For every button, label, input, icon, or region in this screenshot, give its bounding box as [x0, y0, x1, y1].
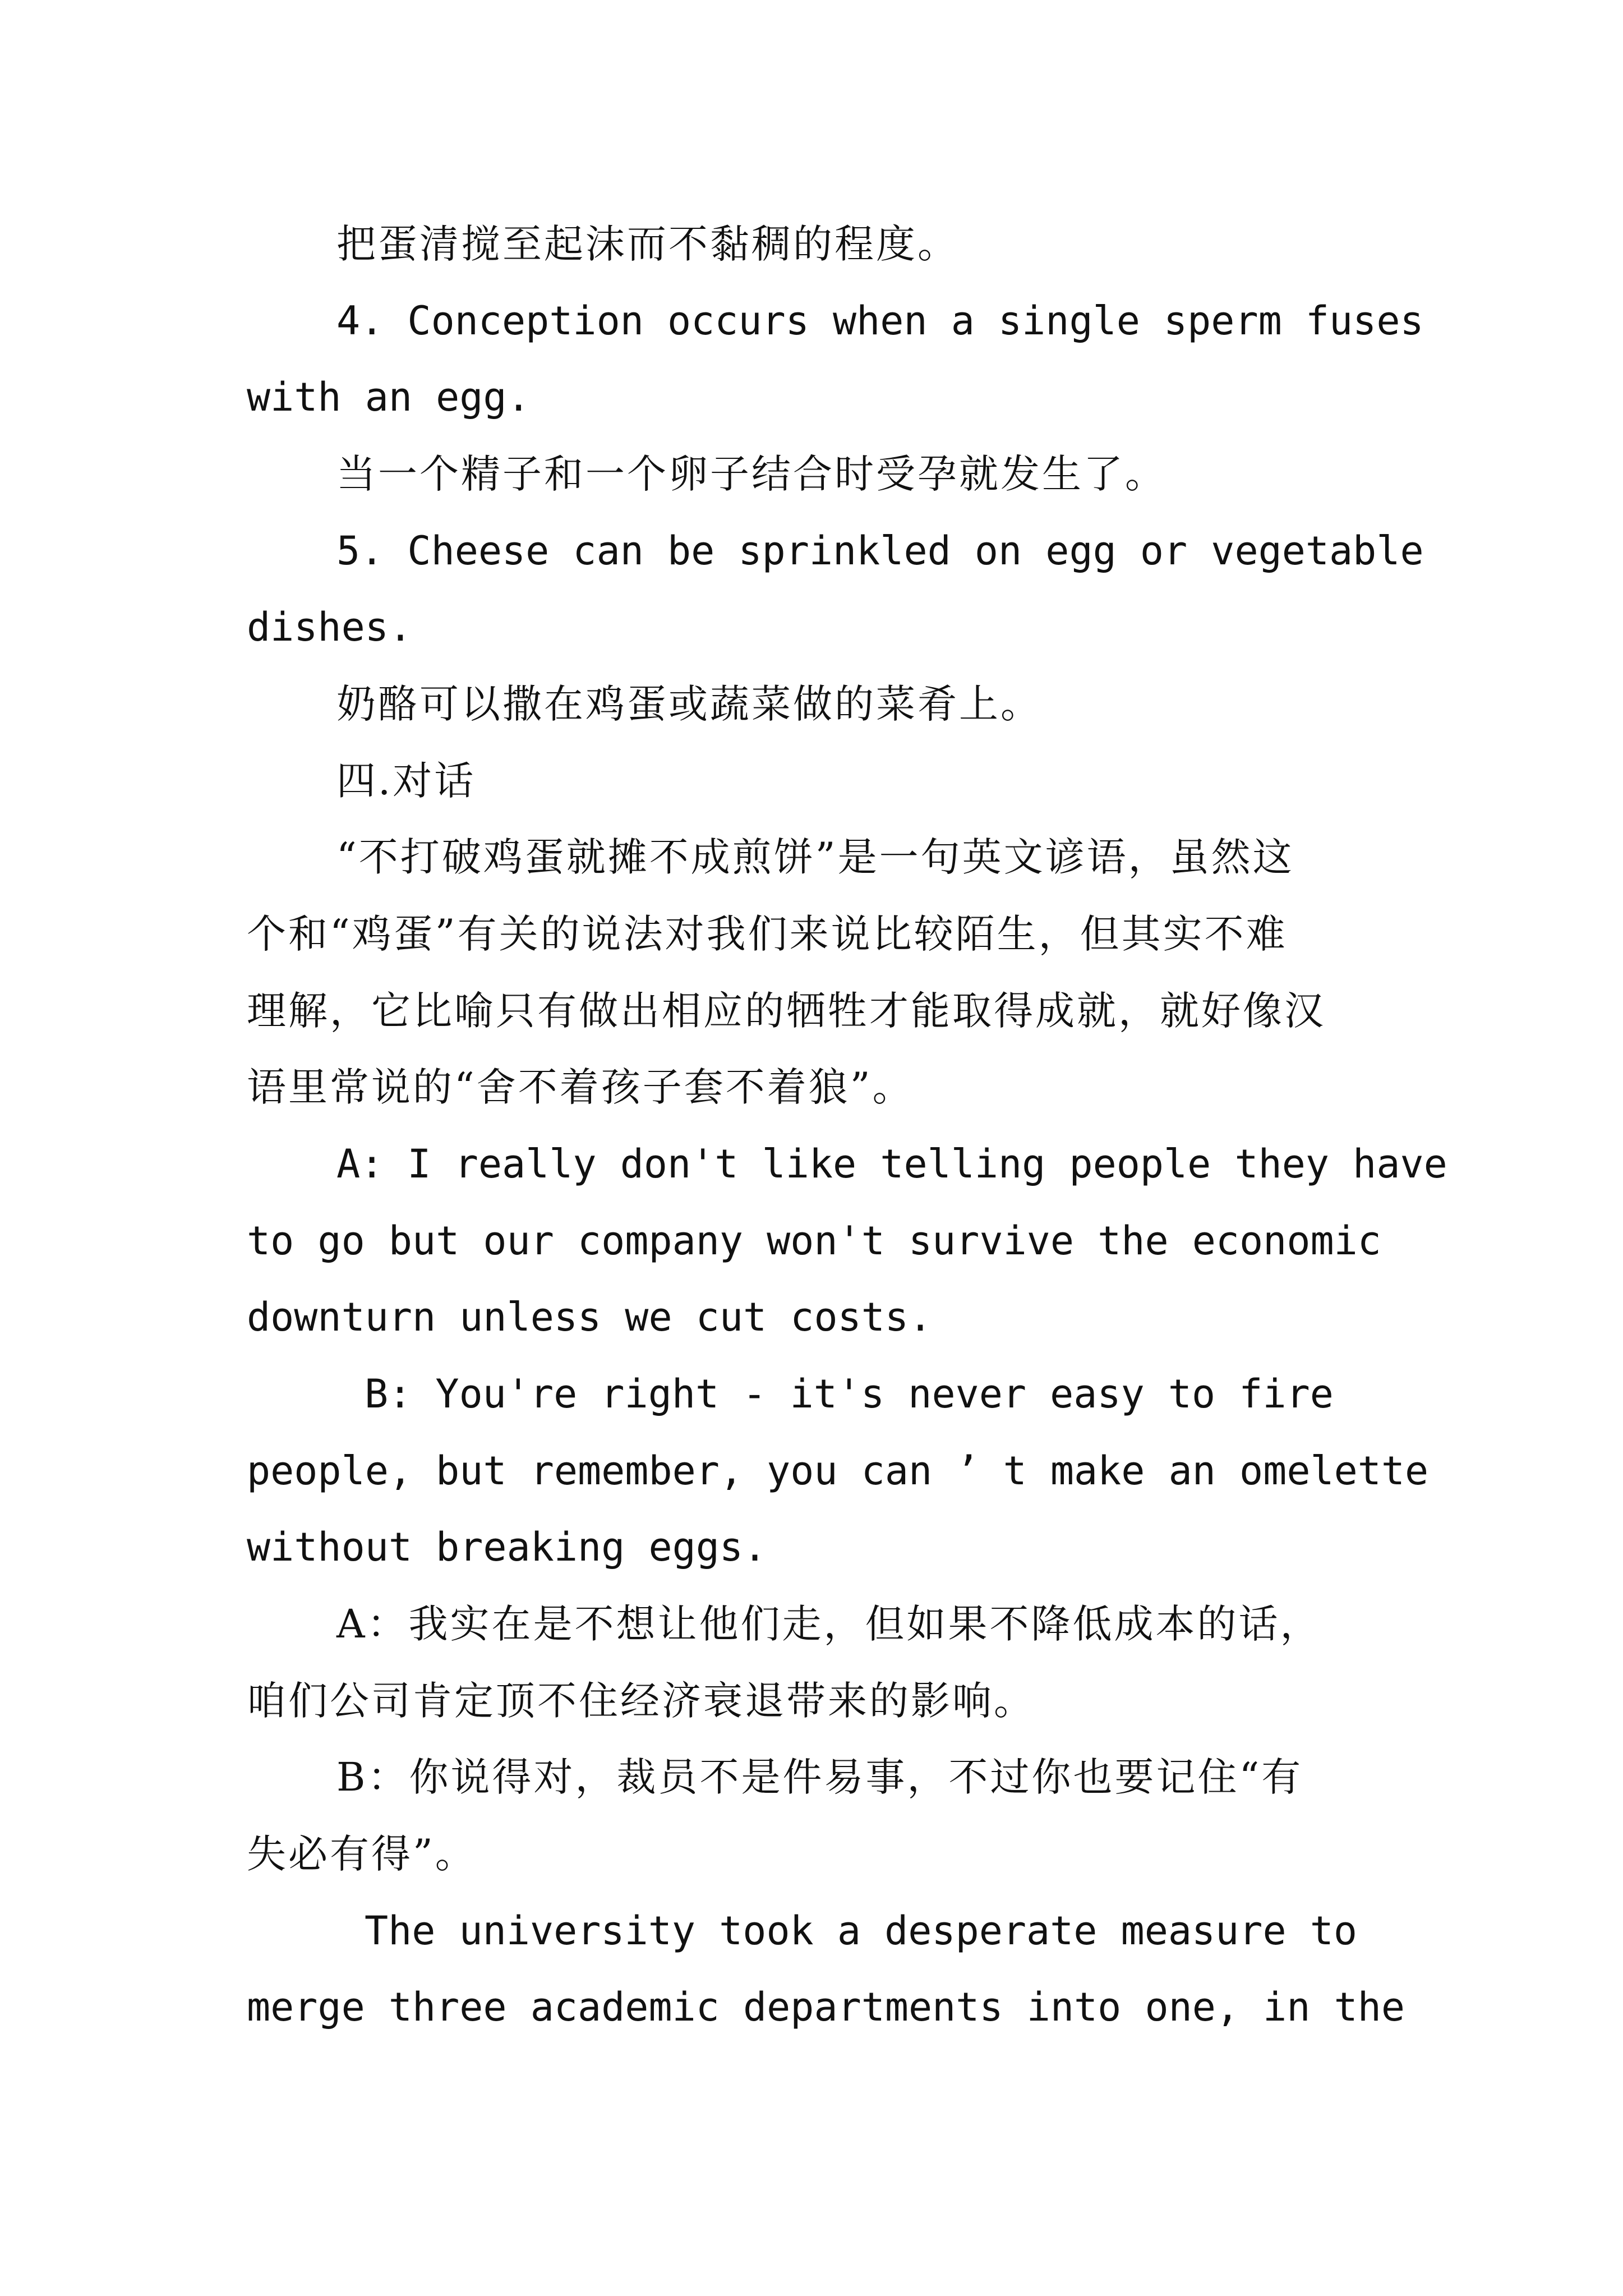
dialogue-line: A：我实在是不想让他们走，但如果不降低成本的话， [336, 1601, 1322, 1647]
dialogue-line: to go but our company won't survive the economic [247, 1218, 1381, 1264]
text-line: 当一个精子和一个卵子结合时受孕就发生了。 [336, 451, 1166, 497]
text-line-content: 4. Conception occurs when a single sperm fuses [336, 298, 1424, 344]
dialogue-line: 失必有得”。 [247, 1831, 477, 1877]
dialogue-line: without breaking eggs. [247, 1524, 767, 1570]
dialogue-line: A: I really don't like telling people they have [336, 1141, 1447, 1187]
text-line: 个和“鸡蛋”有关的说法对我们来说比较陌生，但其实不难 [247, 911, 1288, 957]
text-line: with an egg. [247, 374, 531, 420]
dialogue-line: people, but remember, you can ’ t make an omelette [247, 1448, 1429, 1494]
text-line: dishes. [247, 604, 413, 650]
text-line: 把蛋清搅至起沫而不黏稠的程度。 [336, 221, 959, 267]
text-line: “不打破鸡蛋就摊不成煎饼”是一句英文谚语，虽然这 [336, 834, 1294, 880]
text-line [336, 293, 1424, 349]
dialogue-line: B：你说得对，裁员不是件易事，不过你也要记住“有 [336, 1754, 1303, 1800]
text-line: 5. Cheese can be sprinkled on egg or vegetable [336, 528, 1424, 574]
text-line: 理解，它比喻只有做出相应的牺牲才能取得成就，就好像汉 [247, 988, 1326, 1034]
text-line: 语里常说的“舍不着孩子套不着狼”。 [247, 1064, 914, 1110]
text-line: The university took a desperate measure to [365, 1908, 1358, 1954]
section-heading: 四.对话 [336, 758, 476, 804]
dialogue-line: downturn unless we cut costs. [247, 1294, 933, 1340]
text-line: 奶酪可以撒在鸡蛋或蔬菜做的菜肴上。 [336, 681, 1042, 727]
dialogue-line: 咱们公司肯定顶不住经济衰退带来的影响。 [247, 1678, 1035, 1724]
dialogue-line: B: You're right - it's never easy to fire [365, 1371, 1334, 1417]
text-line: merge three academic departments into one, in the [247, 1984, 1405, 2030]
